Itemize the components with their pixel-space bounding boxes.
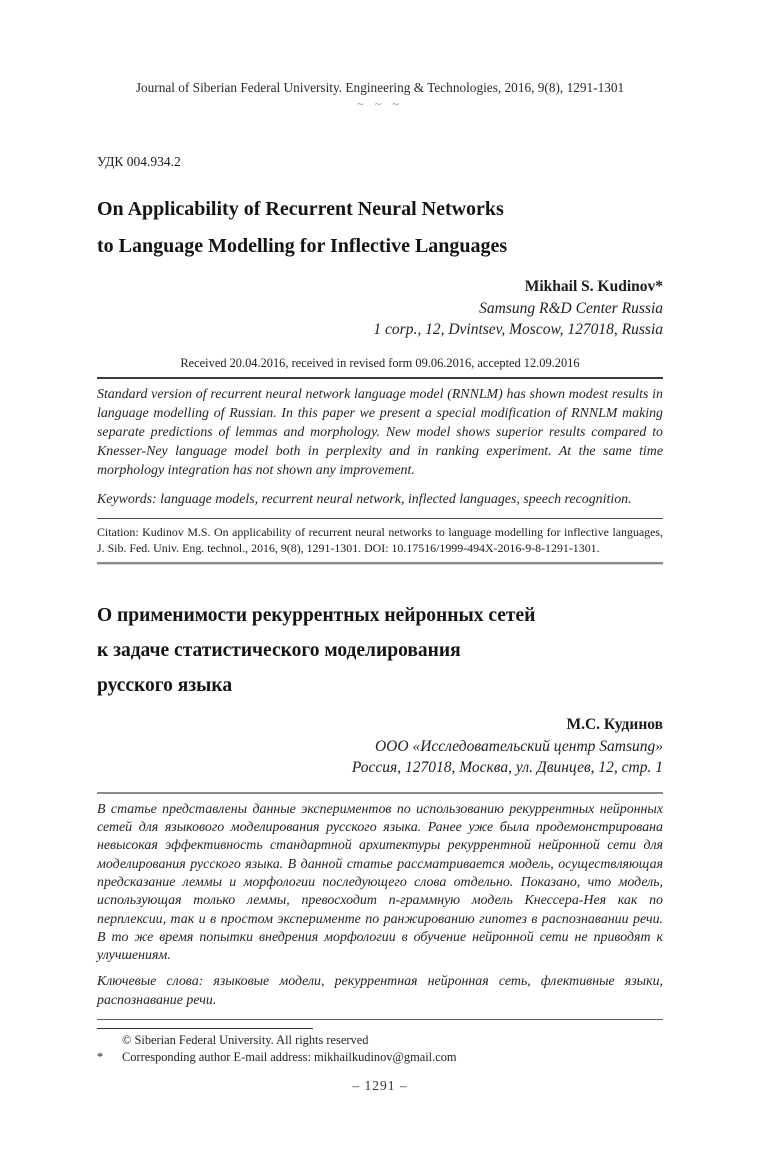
author-block-russian	[97, 714, 663, 779]
copyright-line: © Siberian Federal University. All rights reserved	[122, 1033, 369, 1048]
rule-above-abstract	[97, 377, 663, 379]
keywords-english: Keywords: language models, recurrent neural network, inflected languages, speech recognition.	[97, 491, 632, 507]
author-name-english: Mikhail S. Kudinov*	[524, 278, 663, 295]
author-address-russian: Россия, 127018, Москва, ул. Двинцев, 12, стр. 1	[351, 759, 663, 777]
page-number: – 1291 –	[352, 1078, 408, 1094]
footnote-separator	[97, 1028, 313, 1029]
rule-above-citation	[97, 518, 663, 519]
udc-code: УДК 004.934.2	[97, 154, 181, 169]
article-title-english-line1: On Applicability of Recurrent Neural Networks	[97, 198, 504, 220]
article-title-russian-line3: русского языка	[97, 675, 233, 697]
abstract-english: Standard version of recurrent neural network language model (RNNLM) has shown modest results in language modelling of Russian. In this paper we present a special modification of RNNLM making separate predictions of lemmas and morphology. New model shows superior results compared to Knesser-Ney language model both in perplexity and in ranking experiment. At the same time morphology integration has not shown any improvement.	[97, 386, 663, 479]
rule-below-citation	[97, 562, 663, 564]
article-title-russian-line2: к задаче статистического моделирования	[97, 640, 461, 662]
rule-above-footer	[97, 1019, 663, 1020]
received-dates-line: Received 20.04.2016, received in revised form 09.06.2016, accepted 12.09.2016	[180, 355, 580, 370]
author-affiliation-english: Samsung R&D Center Russia	[479, 299, 663, 317]
keywords-russian: Ключевые слова: языковые модели, рекуррентная нейронная сеть, флективные языки, распознавание речи.	[97, 974, 663, 1008]
footnote-asterisk: *	[97, 1050, 104, 1065]
footnote-text: Corresponding author E-mail address: mikhailkudinov@gmail.com	[122, 1050, 457, 1065]
author-name-russian: М.С. Кудинов	[566, 716, 663, 734]
article-title-russian-line1: О применимости рекуррентных нейронных сетей	[97, 605, 536, 627]
article-title-english-line2: to Language Modelling for Inflective Languages	[97, 235, 508, 257]
citation-line: Citation: Kudinov M.S. On applicability of recurrent neural networks to language modelling for inflective languages, J. Sib. Fed. Univ. Eng. technol., 2016, 9(8), 1291-1301. DOI: 10.17516/1999-494X-2016-9-8-1291-1301.	[97, 524, 663, 555]
article-title-english	[97, 191, 663, 265]
corresponding-author-footnote	[97, 1050, 663, 1065]
abstract-russian: В статье представлены данные экспериментов по использованию рекуррентных нейронных сетей для языкового моделирования русского языка. Ранее уже была продемонстрирована невысокая эффективность стандартной архитектуры рекуррентной нейронной сети для моделирования русского языка. В данной статье рассматривается модель, осуществляющая предсказание леммы и морфологии последующего слова отдельно. Показано, что модель, использующая только леммы, превосходит n-граммную модель Кнессера-Нея как по перплексии, так и в простом эксперименте по ранжированию гипотез в распознавании речи. В то же время попытки внедрения морфологии в обучение нейронной сети не приводят к улучшениям.	[97, 801, 663, 964]
author-address-english: 1 corp., 12, Dvintsev, Moscow, 127018, Russia	[373, 321, 663, 338]
document-page	[0, 80, 760, 1160]
author-block-english	[97, 276, 663, 341]
journal-header: Journal of Siberian Federal University. Engineering & Technologies, 2016, 9(8), 1291-1301	[135, 80, 625, 95]
rule-above-russian-abstract	[97, 792, 663, 794]
header-ornament: ~ ~ ~	[357, 97, 403, 111]
article-title-russian	[97, 598, 663, 703]
author-affiliation-russian: ООО «Исследовательский центр Samsung»	[374, 737, 663, 755]
